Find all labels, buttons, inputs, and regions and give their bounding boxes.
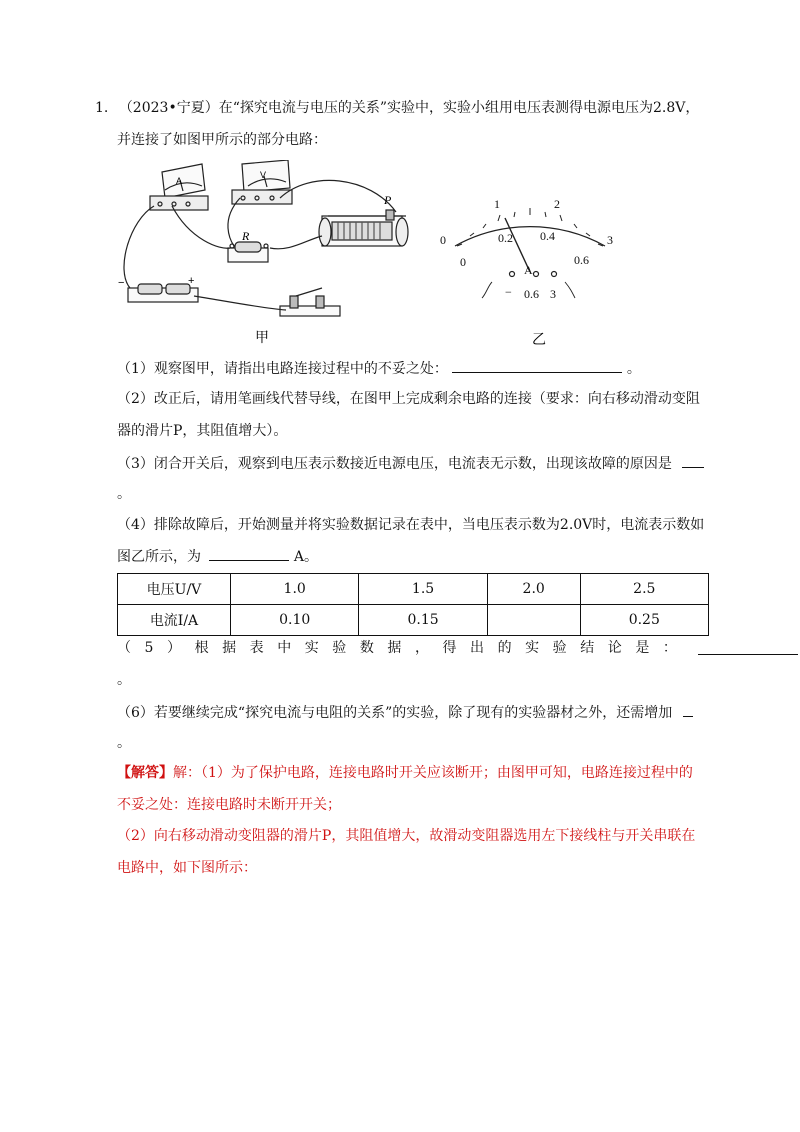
table-cell: 2.5 bbox=[580, 574, 708, 605]
p5-char: 是 bbox=[635, 640, 650, 656]
part-1-end: 。 bbox=[626, 361, 641, 377]
part-3-blank[interactable] bbox=[682, 453, 704, 468]
part-3-line-1 bbox=[117, 453, 704, 474]
part-1 bbox=[117, 358, 641, 379]
caption-yi: 乙 bbox=[532, 332, 546, 348]
part-3-line-2: 。 bbox=[117, 486, 131, 502]
p5-char: 实 bbox=[525, 640, 540, 656]
p5-char: 5 bbox=[144, 640, 154, 656]
part-1-blank[interactable] bbox=[452, 358, 622, 373]
slider-label: P bbox=[384, 193, 392, 207]
circuit-figure bbox=[110, 160, 630, 355]
answer-text-1: 解：（1）为了保护电路，连接电路时开关应该断开；由图甲可知，电路连接过程中的 bbox=[173, 765, 693, 781]
p5-char: 中 bbox=[277, 640, 292, 656]
p5-char: ， bbox=[414, 640, 429, 656]
table-cell: 0.10 bbox=[231, 605, 359, 636]
part-4-unit: A。 bbox=[293, 549, 319, 565]
answer-tag: 【解答】 bbox=[117, 765, 173, 781]
part-2-line-2: 器的滑片P，其阻值增大）。 bbox=[117, 423, 288, 439]
p5-char: 论 bbox=[607, 640, 622, 656]
table-row bbox=[118, 605, 709, 636]
dial-bottom-3: 0.6 bbox=[574, 253, 589, 267]
p5-char: 的 bbox=[497, 640, 512, 656]
table-cell: 2.0 bbox=[487, 574, 580, 605]
ammeter-label: A bbox=[176, 176, 183, 186]
part-1-text: （1）观察图甲，请指出电路连接过程中的不妥之处： bbox=[117, 361, 448, 377]
battery-plus-label: + bbox=[188, 275, 195, 287]
p5-char: 结 bbox=[580, 640, 595, 656]
table-cell: 0.15 bbox=[359, 605, 487, 636]
question-number: 1. bbox=[95, 100, 109, 116]
p5-char: （ bbox=[117, 640, 131, 656]
p5-char: 验 bbox=[332, 640, 347, 656]
table-cell bbox=[487, 605, 580, 636]
table-cell: 电流I/A bbox=[118, 605, 231, 636]
question-stem: （2023•宁夏）在“探究电流与电压的关系”实验中，实验小组用电压表测得电源电压为2.8V， bbox=[118, 100, 700, 116]
part-6-text: （6）若要继续完成“探究电流与电阻的关系”的实验，除了现有的实验器材之外，还需增加 bbox=[117, 705, 673, 721]
part-2-line-1: （2）改正后，请用笔画线代替导线，在图甲上完成剩余电路的连接（要求：向右移动滑动变阻 bbox=[117, 391, 700, 407]
voltmeter-device bbox=[232, 160, 292, 204]
dial-unit: A bbox=[524, 263, 533, 277]
resistor-label: R bbox=[242, 229, 250, 243]
p5-char: 据 bbox=[222, 640, 237, 656]
part-4-blank[interactable] bbox=[209, 546, 289, 561]
table-row bbox=[118, 574, 709, 605]
answer-line-1 bbox=[117, 763, 693, 783]
terminal-0-6: 0.6 bbox=[524, 287, 539, 301]
p5-char: 实 bbox=[304, 640, 319, 656]
answer-line-3: （2）向右移动滑动变阻器的滑片P，其阻值增大，故滑动变阻器选用左下接线柱与开关串联在 bbox=[117, 828, 696, 844]
p5-char: ） bbox=[167, 640, 182, 656]
dial-bottom-2: 0.4 bbox=[540, 229, 555, 243]
part-5-line-1 bbox=[117, 638, 677, 658]
dial-top-3: 3 bbox=[607, 233, 613, 247]
terminal-minus: − bbox=[505, 285, 512, 299]
dial-bottom-1: 0.2 bbox=[498, 231, 513, 245]
part-4-line-2 bbox=[117, 546, 318, 567]
p5-char: 根 bbox=[194, 640, 209, 656]
battery-minus-label: − bbox=[118, 277, 125, 289]
part-5-line-2: 。 bbox=[117, 672, 131, 688]
part-3-text: （3）闭合开关后，观察到电压表示数接近电源电压，电流表无示数，出现该故障的原因是 bbox=[117, 456, 672, 472]
table-cell: 1.0 bbox=[231, 574, 359, 605]
part-6-blank[interactable] bbox=[683, 702, 693, 717]
dial-top-1: 1 bbox=[494, 197, 500, 211]
part-5-blank[interactable] bbox=[698, 640, 798, 655]
part-6-line-1 bbox=[117, 702, 693, 723]
p5-char: ： bbox=[662, 640, 677, 656]
table-cell: 0.25 bbox=[580, 605, 708, 636]
part-4-line-1: （4）排除故障后，开始测量并将实验数据记录在表中，当电压表示数为2.0V时，电流表示数如 bbox=[117, 517, 705, 533]
data-table bbox=[117, 573, 709, 636]
p5-char: 验 bbox=[552, 640, 567, 656]
p5-char: 得 bbox=[442, 640, 457, 656]
table-cell: 电压U/V bbox=[118, 574, 231, 605]
caption-jia: 甲 bbox=[255, 330, 269, 346]
voltmeter-label: V bbox=[260, 170, 267, 180]
switch bbox=[280, 288, 340, 316]
ammeter-device bbox=[150, 164, 208, 210]
question-line-1 bbox=[95, 98, 699, 118]
p5-char: 据 bbox=[387, 640, 402, 656]
answer-line-2: 不妥之处：连接电路时未断开开关； bbox=[117, 797, 341, 813]
dial-top-2: 2 bbox=[554, 197, 560, 211]
answer-line-4: 电路中，如下图所示： bbox=[117, 860, 257, 876]
terminal-3: 3 bbox=[550, 287, 556, 301]
table-cell: 1.5 bbox=[359, 574, 487, 605]
dial-bottom-0: 0 bbox=[460, 255, 466, 269]
question-line-2: 并连接了如图甲所示的部分电路： bbox=[117, 132, 327, 148]
dial-top-0: 0 bbox=[440, 233, 446, 247]
p5-char: 出 bbox=[470, 640, 485, 656]
part-4-text: 图乙所示，为 bbox=[117, 549, 201, 565]
part-6-line-2: 。 bbox=[117, 735, 131, 751]
p5-char: 数 bbox=[359, 640, 374, 656]
p5-char: 表 bbox=[249, 640, 264, 656]
rheostat bbox=[319, 210, 408, 246]
